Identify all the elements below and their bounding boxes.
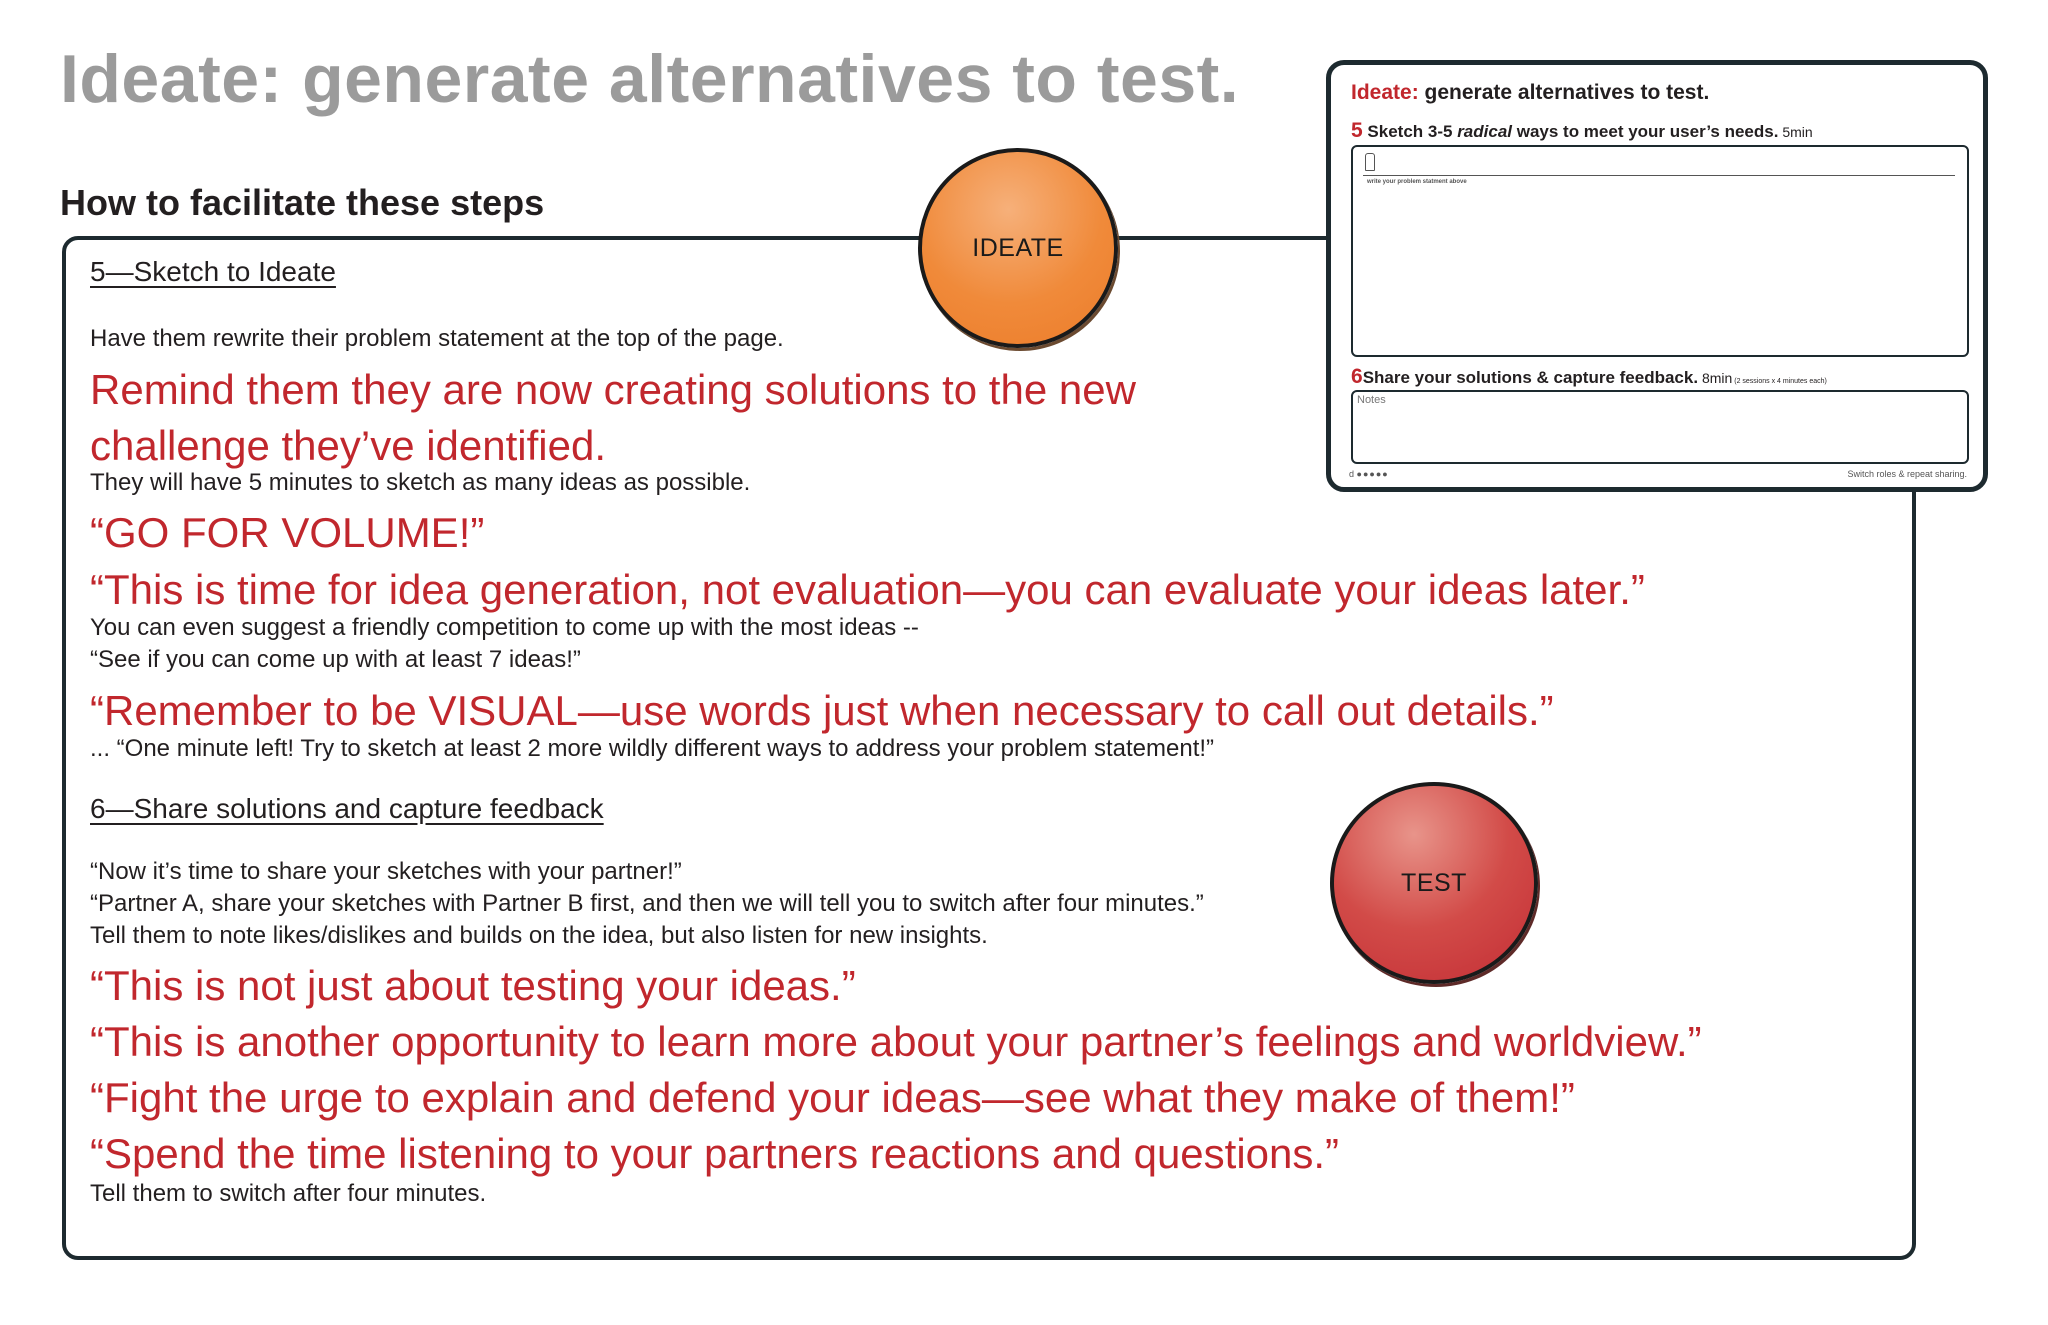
worksheet-step5-pre: Sketch 3-5: [1367, 122, 1458, 141]
worksheet-step5-em: radical: [1457, 122, 1512, 141]
section6-line2: “Partner A, share your sketches with Partner B first, and then we will tell you to switch after four minutes.”: [90, 890, 1204, 917]
worksheet-title: [1351, 81, 1709, 105]
page-subtitle: How to facilitate these steps: [60, 182, 545, 223]
worksheet-footer-logo: d: [1349, 469, 1355, 479]
worksheet-step5-time: 5min: [1778, 124, 1813, 140]
section5-quote1b: challenge they’ve identified.: [90, 422, 607, 469]
section5-quote2: “GO FOR VOLUME!”: [90, 509, 485, 556]
page-title: Ideate: generate alternatives to test.: [60, 41, 1240, 117]
ideate-badge: [918, 148, 1118, 348]
worksheet-notes-box: [1351, 390, 1969, 464]
section5-line4: “See if you can come up with at least 7 ideas!”: [90, 646, 581, 673]
worksheet-step5-hint: write your problem statment above: [1367, 179, 1467, 185]
worksheet-title-rest: generate alternatives to test.: [1418, 81, 1710, 104]
worksheet-step6-note: (2 sessions x 4 minutes each): [1732, 378, 1827, 385]
pencil-icon: [1365, 153, 1375, 171]
section5-line5: ... “One minute left! Try to sketch at least 2 more wildly different ways to address your problem statement!”: [90, 735, 1215, 762]
worksheet-step6-num: 6: [1351, 365, 1363, 388]
worksheet-step6-text: Share your solutions & capture feedback.: [1362, 368, 1699, 387]
worksheet-footer-left: [1349, 469, 1389, 479]
worksheet-step5-post: ways to meet your user’s needs.: [1512, 122, 1779, 141]
section5-quote3: “This is time for idea generation, not evaluation—you can evaluate your ideas later.”: [90, 566, 1645, 613]
section6-quote3: “Fight the urge to explain and defend your ideas—see what they make of them!”: [90, 1074, 1575, 1121]
worksheet-step5-num: 5: [1351, 119, 1363, 142]
worksheet-thumbnail: [1326, 60, 1988, 492]
test-badge-label: TEST: [1401, 868, 1467, 897]
worksheet-step6: [1351, 365, 1827, 389]
section6-quote4: “Spend the time listening to your partners reactions and questions.”: [90, 1130, 1340, 1177]
section6-quote2: “This is another opportunity to learn more about your partner’s feelings and worldview.”: [90, 1018, 1702, 1065]
worksheet-title-red: Ideate:: [1351, 81, 1419, 104]
section5-quote4: “Remember to be VISUAL—use words just when necessary to call out details.”: [90, 687, 1554, 734]
section6-line1: “Now it’s time to share your sketches with your partner!”: [90, 858, 682, 885]
dots-icon: ●●●●●: [1356, 469, 1389, 479]
test-badge: [1330, 782, 1538, 984]
worksheet-footer-right: Switch roles & repeat sharing.: [1847, 469, 1967, 479]
problem-statement-line: [1363, 175, 1955, 176]
section6-line3: Tell them to note likes/dislikes and builds on the idea, but also listen for new insights.: [90, 922, 988, 949]
worksheet-step5: [1351, 119, 1813, 143]
section5-line3: You can even suggest a friendly competition to come up with the most ideas --: [90, 614, 919, 641]
section5-line1: Have them rewrite their problem statement at the top of the page.: [90, 325, 784, 352]
section6-quote1: “This is not just about testing your ideas.”: [90, 962, 856, 1009]
section5-line2: They will have 5 minutes to sketch as many ideas as possible.: [90, 469, 751, 496]
section5-quote1a: Remind them they are now creating solutions to the new: [90, 366, 1136, 413]
section5-heading: 5—Sketch to Ideate: [90, 256, 336, 287]
section6-line4: Tell them to switch after four minutes.: [90, 1180, 487, 1207]
worksheet-sketch-box: [1351, 145, 1969, 357]
ideate-badge-label: IDEATE: [972, 233, 1064, 262]
worksheet-step6-time: 8min: [1698, 370, 1733, 386]
section6-heading: 6—Share solutions and capture feedback: [90, 793, 604, 824]
worksheet-notes-label: Notes: [1357, 394, 1386, 406]
